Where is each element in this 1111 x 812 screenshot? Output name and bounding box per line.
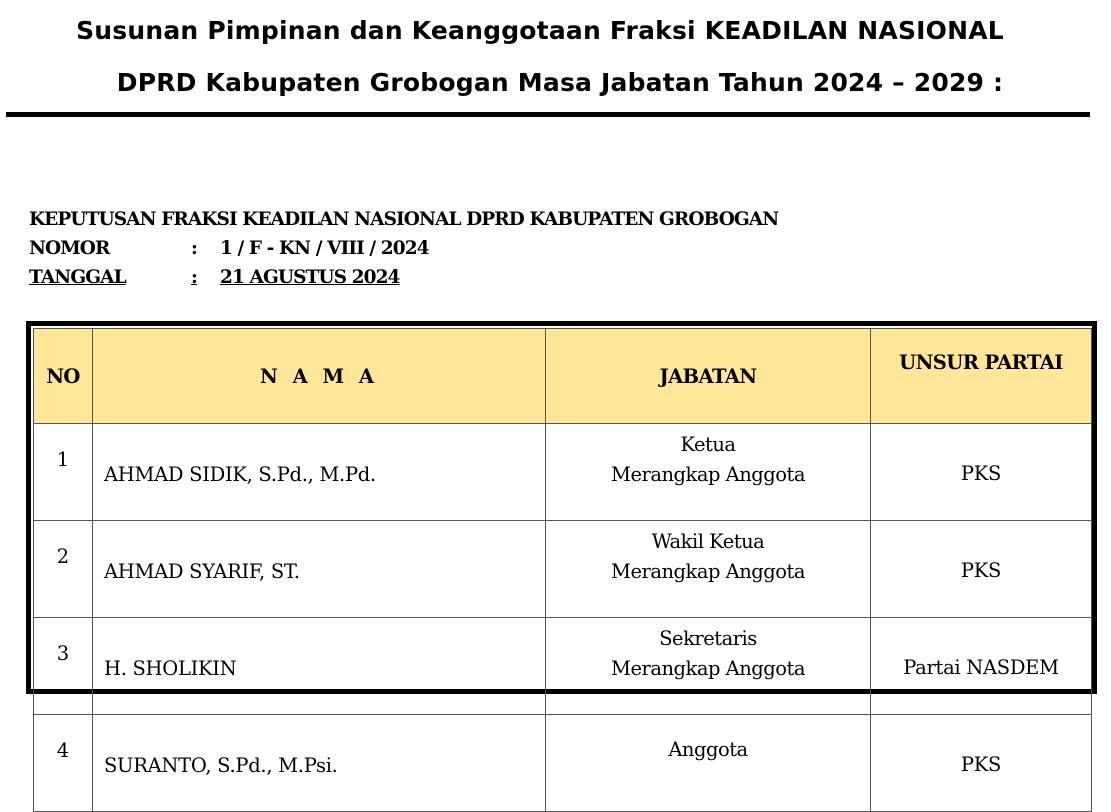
header-no: NO xyxy=(34,329,93,424)
header-nama-label: N A M A xyxy=(259,364,379,388)
jabatan-title: Anggota xyxy=(668,738,748,761)
header-jabatan: JABATAN xyxy=(546,329,871,424)
membership-table xyxy=(33,328,1092,812)
row-nama: AHMAD SIDIK, S.Pd., M.Pd. xyxy=(93,424,546,521)
row-jabatan xyxy=(546,424,871,521)
row-jabatan xyxy=(546,618,871,715)
membership-table-frame xyxy=(26,321,1097,777)
tanggal-colon: : xyxy=(191,267,197,288)
document-title-line-2: DPRD Kabupaten Grobogan Masa Jabatan Tahun 2024 – 2029 : xyxy=(116,68,1004,97)
jabatan-subtitle: Merangkap Anggota xyxy=(611,657,805,680)
row-partai: PKS xyxy=(871,424,1092,521)
decree-block xyxy=(29,205,778,292)
row-no: 2 xyxy=(34,521,93,618)
row-no: 1 xyxy=(34,424,93,521)
row-nama: SURANTO, S.Pd., M.Psi. xyxy=(93,715,546,812)
jabatan-subtitle: Merangkap Anggota xyxy=(611,560,805,583)
table-row xyxy=(34,424,1092,521)
row-jabatan xyxy=(546,521,871,618)
jabatan-title: Sekretaris xyxy=(659,627,757,650)
decree-tanggal-row xyxy=(29,263,778,292)
title-divider xyxy=(6,112,1090,117)
jabatan-title: Ketua xyxy=(680,433,736,456)
header-nama xyxy=(93,329,546,424)
row-nama: H. SHOLIKIN xyxy=(93,618,546,715)
table-row xyxy=(34,618,1092,715)
row-no: 3 xyxy=(34,618,93,715)
row-partai: PKS xyxy=(871,715,1092,812)
nomor-colon: : xyxy=(191,238,197,259)
table-row xyxy=(34,715,1092,812)
nomor-label: NOMOR xyxy=(29,238,110,259)
header-partai: UNSUR PARTAI xyxy=(871,329,1092,424)
row-partai: Partai NASDEM xyxy=(871,618,1092,715)
tanggal-value: 21 AGUSTUS 2024 xyxy=(220,267,400,288)
nomor-value: 1 / F - KN / VIII / 2024 xyxy=(220,238,429,259)
document-title-line-1: Susunan Pimpinan dan Keanggotaan Fraksi KEADILAN NASIONAL xyxy=(76,16,1004,45)
row-nama: AHMAD SYARIF, ST. xyxy=(93,521,546,618)
jabatan-subtitle: Merangkap Anggota xyxy=(611,463,805,486)
decree-heading: KEPUTUSAN FRAKSI KEADILAN NASIONAL DPRD KABUPATEN GROBOGAN xyxy=(29,209,779,230)
decree-nomor-row xyxy=(29,234,778,263)
jabatan-title: Wakil Ketua xyxy=(651,530,765,553)
tanggal-label: TANGGAL xyxy=(29,267,126,288)
row-partai: PKS xyxy=(871,521,1092,618)
row-jabatan xyxy=(546,715,871,812)
table-row xyxy=(34,521,1092,618)
row-no: 4 xyxy=(34,715,93,812)
table-header-row xyxy=(34,329,1092,424)
